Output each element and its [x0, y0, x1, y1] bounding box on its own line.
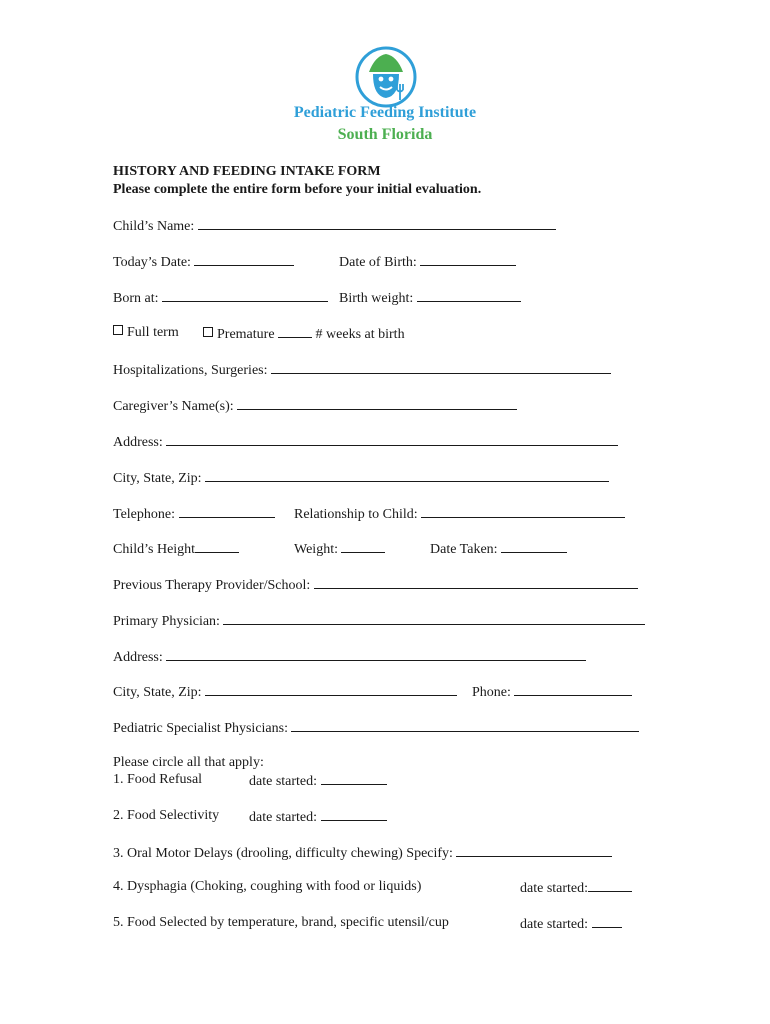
hospitalizations-row	[113, 360, 611, 378]
height-field[interactable]	[195, 539, 239, 553]
weight-label: Weight:	[294, 542, 338, 557]
born-at-label: Born at:	[113, 291, 159, 306]
dob-label: Date of Birth:	[339, 255, 417, 270]
city-row	[113, 468, 609, 486]
child-name-label: Child’s Name:	[113, 219, 195, 234]
primary-physician-row	[113, 611, 645, 629]
institute-logo	[355, 46, 417, 108]
hospitalizations-label: Hospitalizations, Surgeries:	[113, 363, 268, 378]
primary-physician-field[interactable]	[223, 611, 645, 625]
birth-weight-label: Birth weight:	[339, 291, 414, 306]
concern-food-refusal[interactable]: 1. Food Refusal	[113, 772, 203, 787]
concern-food-selectivity[interactable]: 2. Food Selectivity	[113, 808, 220, 823]
org-name-line1: Pediatric Feeding Institute	[293, 104, 477, 121]
specialists-field[interactable]	[291, 718, 639, 732]
leaf-hair-icon	[369, 54, 403, 72]
child-name-field[interactable]	[198, 216, 556, 230]
concerns-prompt: Please circle all that apply:	[113, 755, 264, 770]
food-selectivity-date-field[interactable]	[321, 807, 387, 821]
todays-date-label: Today’s Date:	[113, 255, 191, 270]
born-at-field[interactable]	[162, 288, 328, 302]
concern-item-3	[113, 843, 612, 861]
specialists-row	[113, 718, 639, 736]
concern-food-selected[interactable]: 5. Food Selected by temperature, brand, specific utensil/cup	[113, 915, 449, 930]
city-field[interactable]	[205, 468, 609, 482]
dob-field[interactable]	[420, 252, 516, 266]
weight-field[interactable]	[341, 539, 385, 553]
todays-date-field[interactable]	[194, 252, 294, 266]
food-selected-date-field[interactable]	[592, 914, 622, 928]
date-started-label: date started:	[520, 917, 589, 932]
form-title: HISTORY AND FEEDING INTAKE FORM	[113, 164, 381, 179]
date-started-label: date started:	[249, 810, 318, 825]
physician-address-row	[113, 647, 586, 665]
prev-therapy-field[interactable]	[314, 575, 638, 589]
food-refusal-date-field[interactable]	[321, 771, 387, 785]
concern-dysphagia[interactable]: 4. Dysphagia (Choking, coughing with food or liquids)	[113, 879, 422, 894]
prev-therapy-label: Previous Therapy Provider/School:	[113, 578, 311, 593]
org-name-line2: South Florida	[337, 126, 433, 143]
prev-therapy-row	[113, 575, 638, 593]
height-label: Child’s Height	[113, 542, 196, 557]
physician-city-label: City, State, Zip:	[113, 685, 202, 700]
dysphagia-date-field[interactable]	[588, 878, 632, 892]
caregiver-label: Caregiver’s Name(s):	[113, 399, 234, 414]
child-name-row	[113, 216, 556, 234]
child-face-icon	[373, 74, 399, 98]
telephone-field[interactable]	[179, 504, 275, 518]
physician-address-field[interactable]	[166, 647, 586, 661]
address-row	[113, 432, 618, 450]
premature-label: Premature	[217, 327, 275, 342]
telephone-label: Telephone:	[113, 507, 175, 522]
oral-motor-specify-field[interactable]	[456, 843, 612, 857]
physician-address-label: Address:	[113, 650, 163, 665]
specialists-label: Pediatric Specialist Physicians:	[113, 721, 288, 736]
concern-oral-motor[interactable]: 3. Oral Motor Delays (drooling, difficulty chewing) Specify:	[113, 846, 453, 861]
fork-icon	[397, 84, 403, 100]
address-label: Address:	[113, 435, 163, 450]
relationship-label: Relationship to Child:	[294, 507, 418, 522]
phone-field[interactable]	[514, 682, 632, 696]
caregiver-row	[113, 396, 517, 414]
primary-physician-label: Primary Physician:	[113, 614, 220, 629]
weeks-at-birth-label: # weeks at birth	[315, 327, 405, 342]
birth-weight-field[interactable]	[417, 288, 521, 302]
address-field[interactable]	[166, 432, 618, 446]
caregiver-field[interactable]	[237, 396, 517, 410]
form-instruction: Please complete the entire form before your initial evaluation.	[113, 182, 482, 197]
date-started-label: date started:	[249, 774, 318, 789]
physician-city-field[interactable]	[205, 682, 457, 696]
date-taken-label: Date Taken:	[430, 542, 498, 557]
relationship-field[interactable]	[421, 504, 625, 518]
date-taken-field[interactable]	[501, 539, 567, 553]
phone-label: Phone:	[472, 685, 511, 700]
date-started-label: date started:	[520, 881, 589, 896]
hospitalizations-field[interactable]	[271, 360, 611, 374]
premature-checkbox[interactable]	[203, 327, 213, 337]
full-term-checkbox[interactable]	[113, 325, 123, 335]
weeks-field[interactable]	[278, 324, 312, 338]
form-heading	[113, 163, 481, 199]
city-label: City, State, Zip:	[113, 471, 202, 486]
full-term-label: Full term	[127, 325, 179, 340]
